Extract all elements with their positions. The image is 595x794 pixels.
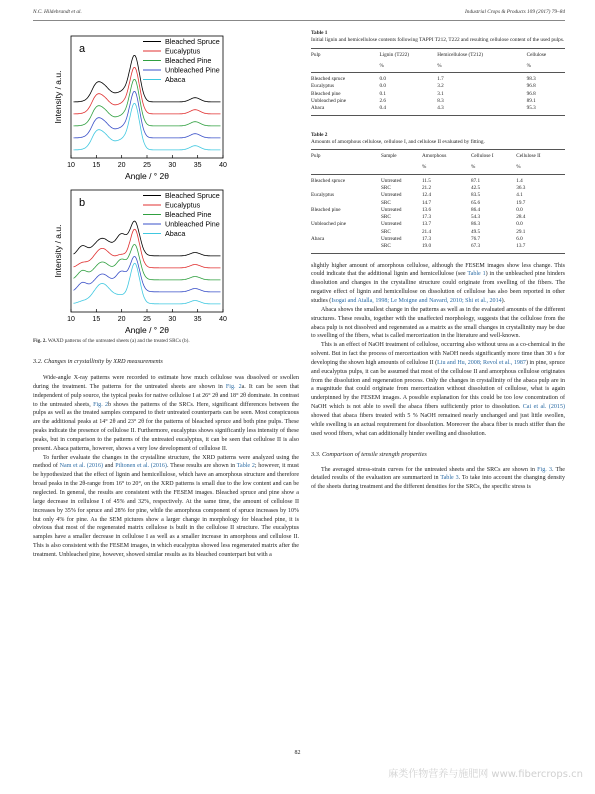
x-tick-label: 10 (67, 162, 75, 169)
legend-label: Eucalyptus (165, 200, 201, 210)
table2-cell: 76.7 (470, 236, 481, 243)
table2-cell: 13.7 (516, 243, 565, 253)
table-row (311, 214, 565, 221)
right-column (311, 30, 565, 492)
table2-header-cell: Sample (381, 150, 422, 163)
table1-unit-cell: % (379, 61, 437, 73)
table-row (311, 97, 565, 104)
table-row (311, 206, 565, 213)
text-run: a. It can be seen that independent of pulp source, the typical peaks for native cellulose I at 26° 2θ and 18° 2θ dominate. In contrast to the untreated sheets, (33, 383, 299, 408)
table1-unit-cell: % (437, 61, 526, 73)
x-tick-label: 20 (117, 316, 126, 323)
text-run: This is an effect of NaOH treatment of cellulose, occurring also without urea as a co-chemical in the solvent. But in fact the process of mercerization with NaOH needs significantly more time than 30 s for developing the shown high amounts of cellulose II ( (311, 342, 565, 366)
legend-label: Unbleached Pine (165, 65, 220, 75)
table1-cell: Eucalyptus (311, 83, 335, 90)
x-tick-label: 20 (117, 162, 126, 169)
citation-link[interactable]: Table 2 (236, 463, 255, 470)
table1-header-cell: Lignin (T222) (379, 48, 437, 61)
text-run: ) in pine, spruce and eucalyptus pulps, it can be assumed that most of the cellulose II and amorphous cellulose originates from the dissolution and regeneration process. Only the changes in crystallinity of the abaca pulp are in a magnitude that could originate from mercerization without dissolution of cellulose, what is again underpinned by the FESEM images. A possible explanation for this could be too low concentration of NaOH which is not able to swell the abaca fibers sufficiently prior to dissolution. (311, 359, 565, 411)
x-tick-label: 35 (193, 162, 202, 169)
waxd-svg-b (33, 184, 299, 334)
table2-cell (311, 214, 381, 221)
table1-cell: 96.8 (526, 83, 536, 90)
table2-header-cell: Cellulose I (471, 150, 516, 163)
table2-cell: Untreated (381, 236, 402, 243)
table2-cell: 54.3 (470, 214, 481, 221)
table1-cell: 95.3 (527, 105, 565, 115)
x-tick-label: 10 (67, 316, 75, 323)
table2-cell: 83.5 (470, 192, 481, 199)
table2-cell: 67.3 (471, 243, 516, 253)
table1-cell: Bleached spruce (311, 76, 346, 83)
table-row (311, 90, 565, 97)
citation-link[interactable]: Liu and Hu, 2008; Revol et al., 1987 (437, 359, 526, 366)
citation-link[interactable]: Piltonen et al. (2016) (115, 463, 167, 470)
paragraph (33, 374, 299, 454)
table2-cell: 11.5 (421, 177, 431, 184)
left-column (33, 30, 299, 560)
table2-cell: 21.2 (421, 184, 432, 191)
table2-cell: 17.3 (421, 214, 432, 221)
x-tick-label: 35 (193, 316, 202, 323)
table1-unit-cell: % (527, 61, 565, 73)
table1-cell: Unbleached pine (311, 97, 347, 104)
x-axis-label: Angle / ° 2θ (124, 171, 170, 180)
y-axis-label: Intensity / a.u. (53, 224, 63, 278)
plot-frame (71, 36, 223, 158)
citation-link[interactable]: Fig. 2 (225, 383, 242, 390)
table2-cell: Abaca (311, 236, 325, 243)
table-row (311, 221, 565, 228)
waxd-chart-b (33, 184, 299, 334)
x-tick-label: 40 (219, 162, 227, 169)
series-line (74, 79, 221, 126)
series-line (74, 257, 221, 292)
waxd-chart-a (33, 30, 299, 180)
panel-label: b (79, 197, 86, 209)
table1-cell: 4.3 (437, 105, 526, 115)
paragraph (33, 454, 299, 560)
table1-header-cell: Pulp (311, 48, 379, 61)
table1-cell: 2.6 (379, 97, 386, 104)
legend-label: Abaca (165, 75, 186, 84)
table2-header-cell: Pulp (311, 150, 381, 163)
legend-label: Bleached Pine (165, 210, 212, 219)
section-title-3-2: 3.2. Changes in crystallinity by XRD measurements (33, 358, 163, 365)
text-run: and (102, 463, 116, 470)
table2-cell (311, 228, 381, 235)
table2-cell: 19.7 (516, 199, 526, 206)
table2-cell: SRC (381, 243, 422, 253)
table2-cell: 14.7 (421, 199, 432, 206)
waxd-svg-a (33, 30, 299, 180)
table2-cell (311, 199, 381, 206)
table2-cell: SRC (381, 184, 391, 191)
legend-label: Bleached Spruce (165, 191, 220, 200)
table1-title: Table 1 (311, 30, 328, 36)
table2-cell: Bleached pine (311, 206, 341, 213)
table1-cell: 3.2 (437, 83, 444, 90)
section-title-3-3: 3.3. Comparison of tensile strength properties (311, 450, 427, 458)
table2-cell: 36.3 (516, 184, 526, 191)
series-line (74, 263, 221, 304)
table2-cell: Untreated (381, 221, 402, 228)
table2-cell: 6.0 (516, 236, 523, 243)
x-tick-label: 25 (143, 316, 151, 323)
legend-label: Unbleached Pine (165, 219, 220, 229)
table2-cell: SRC (381, 228, 391, 235)
x-tick-label: 30 (168, 316, 177, 323)
x-tick-label: 25 (143, 162, 151, 169)
table2-cell: 13.7 (421, 221, 432, 228)
figure-caption (33, 338, 299, 344)
table2-cell: 28.4 (516, 214, 526, 221)
text-run: b shows the patterns of the SRCs. Here, significant differences between the pulps as well as the treated samples compared to their untreated counterparts can be seen. Most conspicuous are the additional peaks at 14° 2θ and 23° 2θ for the patterns of bleached spruce and both pine pulps. These peaks indicate the presence of cellulose II. Furthermore, eucalyptus shows significantly less intensity of these peaks, but in comparison to the patterns of the untreated eucalyptus, it can be seen that cellulose II is also present. Abaca patterns, however, shows a very low development of cellulose II. (33, 401, 299, 452)
table-row (311, 236, 565, 243)
table1-cell: 1.7 (437, 76, 444, 83)
x-tick-label: 40 (219, 316, 227, 323)
text-run: Wide-angle X-ray patterns were recorded to estimate how much cellulose was dissolved or swollen during the treatment. The patterns for the untreated sheets are shown in (33, 375, 299, 390)
table2-unit-cell: % (471, 162, 516, 174)
legend-label: Bleached Spruce (165, 37, 220, 46)
figure-caption-label: Fig. 2. (33, 338, 47, 344)
series-line (74, 245, 221, 280)
table2-unit-cell (311, 162, 381, 174)
table2-cell: 12.4 (421, 192, 432, 199)
table1-cell: Abaca (311, 105, 379, 115)
table2-cell: SRC (381, 199, 391, 206)
table1-cell: 98.3 (526, 76, 536, 83)
citation-link[interactable]: Fig. 3 (537, 466, 552, 473)
running-header-journal: Industrial Crops & Products 109 (2017) 79–84 (465, 9, 565, 15)
text-run: ; however, it must be hypothesized that the effect of lignin and hemicellulose, which have an amorphous structure and therefore broad peaks in the 2θ-range from 16° to 20°, on the XRD patterns is small due to the low content and can be neglected. In general, the results are consistent with the FESEM images. Bleached spruce and pine show a large decrease in cellulose I of 45% and 32%, respectively. At the same time, the amount of cellulose II increases by 35% for spruce and 28% for pine, while the amorphous component of spruce increases by 10% but only 4% for pine. As the SEM pictures show a larger change in morphology for bleached pine, it is obvious that most of the regenerated matrix cellulose is built in the cellulose II structure. The eucalyptus samples have a smaller decrease in cellulose I as well as a smaller increase in amorphous and cellulose II. This is also consistent with the FESEM images, in which eucalyptus showed less regenerated matrix after the treatment. Unbleached pine, however, showed similar results as its bleached counterpart but with a (33, 463, 299, 558)
table-row (311, 174, 565, 184)
table1-caption: Initial lignin and hemicellulose contents following TAPPI T212, T222 and resulting cellulose content of the used pulps. (311, 37, 565, 43)
table2-cell: 17.3 (421, 236, 432, 243)
table2-cell: 87.1 (470, 177, 481, 184)
text-run: ) in the unbleached pine hinders dissolution and changes in the crystalline structure could originate from swelling of the fibers. The negative effect of lignin and hemicellulose on dissolution of cellulose has also been reported in other studies ( (311, 271, 565, 305)
table2-header-cell: Cellulose II (516, 150, 565, 163)
table2-cell: 65.6 (470, 199, 481, 206)
table1-cell: 0.4 (379, 105, 437, 115)
x-tick-label: 15 (92, 162, 101, 169)
watermark: 麻类作物营养与施肥网 www.fibercrops.cn (388, 769, 583, 780)
table1-cell: Bleached pine (311, 90, 341, 97)
citation-link[interactable]: Table 3 (440, 475, 459, 482)
table2-header-cell: Amorphous (422, 150, 471, 163)
citation-link[interactable]: Fig. 2 (93, 401, 109, 408)
running-header-authors: N.C. Hildebrandt et al. (33, 9, 82, 15)
page-number: 82 (294, 750, 301, 756)
table2-cell: SRC (381, 214, 391, 221)
table2-cell: 86.3 (470, 221, 481, 228)
table2-cell (311, 243, 381, 253)
table2-cell (311, 184, 381, 191)
y-axis-label: Intensity / a.u. (53, 70, 63, 124)
figure-caption-text: WAXD patterns of the untreated sheets (a) and the treated SRCs (b). (47, 338, 190, 344)
panel-label: a (79, 43, 86, 55)
table2-cell: Untreated (381, 192, 402, 199)
table-row (311, 192, 565, 199)
text-run: . To take into account the changing density of the sheets during treatment and the different densities for the SRCs, the specific stress is (311, 475, 565, 491)
text-run: . These results are shown in (166, 463, 237, 470)
table2-cell: Untreated (381, 177, 402, 184)
table2-cell: Unbleached pine (311, 221, 347, 228)
table-row (311, 199, 565, 206)
table1-unit-cell (311, 61, 379, 73)
table1-cell: 0.1 (379, 90, 386, 97)
table1-header-cell: Cellulose (527, 48, 565, 61)
citation-link[interactable]: Nam et al. (2016) (59, 463, 103, 470)
x-axis-label: Angle / ° 2θ (124, 325, 170, 334)
table1-cell: 0.0 (379, 76, 386, 83)
text-run: ). (501, 298, 506, 305)
table2-unit-cell: % (422, 162, 471, 174)
legend-label: Abaca (165, 229, 186, 238)
table2-title: Table 2 (311, 131, 328, 138)
table2-caption: Amounts of amorphous cellulose, cellulose I, and cellulose II evaluated by fitting. (311, 138, 485, 145)
text-run: showed that abaca fibers treated with 5 % NaOH remained nearly unchanged and just little swollen, while swelling is an actual requirement for dissolution. Moreover the abaca fiber is much stiffer than the used wood fibers, what can additionally hinder swelling and dissolution. (311, 412, 565, 437)
plot-frame (71, 190, 223, 312)
paragraph (311, 341, 565, 438)
citation-link[interactable]: Table 1 (467, 271, 486, 278)
text-run: Abaca shows the smallest change in the patterns as well as in the evaluated amounts of the different structures. These results, together with the unaffected morphology, suggests that the cellulose from the abaca pulp is not dissolved and regenerated as a matrix as the small changes in crystallinity may be due to swelling of the fibers, what is called mercerization in the literature and well-known. (311, 306, 565, 340)
plot-area (53, 190, 227, 334)
header-rule (33, 20, 565, 21)
table-row (311, 184, 565, 191)
table2-cell: 86.4 (470, 206, 481, 213)
text-run: slightly higher amount of amorphous cellulose, although the FESEM images show less change. This could indicate that the additional lignin and hemicellulose (see (311, 262, 565, 278)
legend-label: Eucalyptus (165, 46, 201, 56)
paragraph (311, 262, 565, 306)
table2-cell: 0.0 (516, 221, 523, 228)
table-row (311, 83, 565, 90)
text-run: The averaged stress-strain curves for the untreated sheets and the SRCs are shown in (321, 466, 538, 473)
table-row (311, 73, 565, 83)
table2-cell: Untreated (381, 206, 402, 213)
table2 (311, 149, 565, 253)
table2-cell: 19.0 (422, 243, 471, 253)
table2-cell: 49.5 (470, 228, 481, 235)
table2-cell: Eucalyptus (311, 192, 335, 199)
table1-cell: 8.3 (437, 97, 444, 104)
table1-cell: 3.1 (437, 90, 444, 97)
table-row (311, 105, 565, 115)
x-tick-label: 30 (168, 162, 177, 169)
table1 (311, 48, 565, 116)
table-row (311, 243, 565, 253)
plot-area (53, 36, 227, 180)
table2-unit-cell (381, 162, 422, 174)
table1-header-cell: Hemicellulose (T212) (437, 48, 526, 61)
paragraph (311, 306, 565, 341)
table2-unit-cell: % (516, 162, 565, 174)
citation-link[interactable]: Cai et al. (2015) (522, 404, 565, 411)
table2-cell: 42.5 (470, 184, 481, 191)
table1-cell: 0.0 (379, 83, 386, 90)
table2-cell: 29.1 (516, 228, 526, 235)
table2-cell: 0.0 (516, 206, 523, 213)
table1-cell: 89.1 (526, 97, 536, 104)
citation-link[interactable]: Isogai and Atalla, 1998; Le Moigne and Navard, 2010; Shi et al., 2014 (331, 298, 502, 305)
text-run: . The detailed results of the evaluation are summarized in (311, 466, 565, 482)
legend-label: Bleached Pine (165, 56, 212, 65)
table2-cell: 13.6 (421, 206, 432, 213)
table2-cell: 21.4 (421, 228, 432, 235)
paragraph (311, 466, 565, 493)
table2-cell: 1.4 (516, 177, 523, 184)
text-run: To further evaluate the changes in the crystalline structure, the XRD patterns were analyzed using the method of (33, 454, 299, 470)
table-row (311, 228, 565, 235)
series-line (74, 229, 221, 268)
table2-cell: 4.1 (516, 192, 523, 199)
table1-cell: 96.8 (526, 90, 536, 97)
table2-cell: Bleached spruce (311, 177, 346, 184)
x-tick-label: 15 (92, 316, 101, 323)
